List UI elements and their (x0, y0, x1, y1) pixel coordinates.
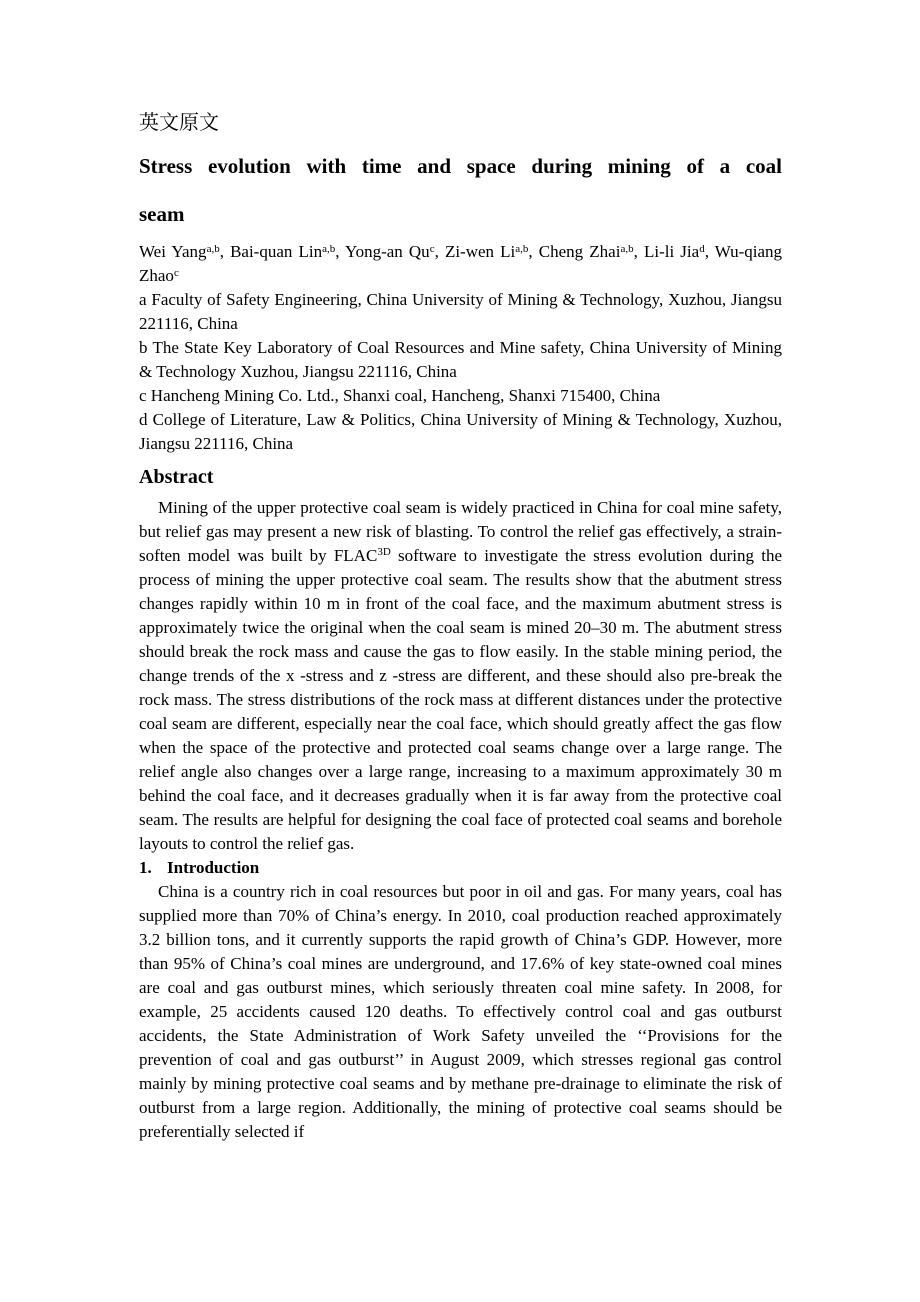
chinese-heading: 英文原文 (139, 110, 219, 134)
section-heading-introduction: 1. Introduction (139, 858, 260, 877)
author: Wu-qiang Zhao$^c$ (139, 242, 783, 285)
document-page (139, 108, 782, 1144)
affiliation-a: a Faculty of Safety Engineering, China University of Mining & Technology, Xuzhou, Jiangsu 221116, China (139, 290, 782, 333)
author-list (139, 240, 782, 288)
author: Yong-an Qu$^c$, (345, 242, 445, 261)
author: Cheng Zhai$^{a,b}$, (538, 242, 644, 261)
paper-title-line-2: seam (139, 202, 185, 226)
introduction-paragraph: China is a country rich in coal resources but poor in oil and gas. For many years, coal has supplied more than 70% of China’s energy. In 2010, coal production reached approximately 3.2 billion tons, and it currently supports the rapid growth of China’s GDP. However, more than 95% of China’s coal mines are underground, and 17.6% of key state-owned coal mines are coal and gas outburst mines, which seriously threaten coal mine safety. In 2008, for example, 25 accidents caused 120 deaths. To effectively control coal and gas outburst accidents, the State Administration of Work Safety unveiled the ‘‘Provisions for the prevention of coal and gas outburst’’ in August 2009, which stresses regional gas control mainly by mining protective coal seams and by methane pre-drainage to eliminate the risk of outburst from a large region. Additionally, the mining of protective coal seams should be preferentially selected if (139, 882, 782, 1141)
affiliation-c: c Hancheng Mining Co. Ltd., Shanxi coal, Hancheng, Shanxi 715400, China (139, 386, 661, 405)
author: Zi-wen Li$^{a,b}$, (444, 242, 539, 261)
author: Wei Yang$^{a,b}$, (139, 242, 231, 261)
author: Li-li Jia$^d$, (643, 242, 715, 261)
affiliation-b: b The State Key Laboratory of Coal Resources and Mine safety, China University of Mining & Technology Xuzhou, Jiangsu 221116, China (139, 338, 782, 381)
paper-title-line-1: Stress evolution with time and space during mining of a coal (139, 154, 782, 178)
affiliation-d: d College of Literature, Law & Politics, China University of Mining & Technology, Xuzhou, Jiangsu 221116, China (139, 410, 782, 453)
abstract-heading: Abstract (139, 466, 214, 488)
author: Bai-quan Lin$^{a,b}$, (230, 242, 345, 261)
abstract-paragraph: Mining of the upper protective coal seam is widely practiced in China for coal mine safety, but relief gas may present a new risk of blasting. To control the relief gas effectively, a strain-soften model was built by $FLAC^{3D}$ software to investigate the stress evolution during the process of mining the upper protective coal seam. The results show that the abutment stress changes rapidly within 10 m in front of the coal face, and the maximum abutment stress is approximately twice the original when the coal seam is mined 20–30 m. The abutment stress should break the rock mass and cause the gas to flow easily. In the stable mining period, the change trends of the x -stress and z -stress are different, and these should also pre-break the rock mass. The stress distributions of the rock mass at different distances under the protective coal seam are different, especially near the coal face, which should greatly affect the gas flow when the space of the protective and protected coal seams change over a large range. The relief angle also changes over a large range, increasing to a maximum approximately 30 m behind the coal face, and it decreases gradually when it is far away from the protective coal seam. The results are helpful for designing the coal face of protected coal seams and borehole layouts to control the relief gas. (139, 498, 782, 853)
